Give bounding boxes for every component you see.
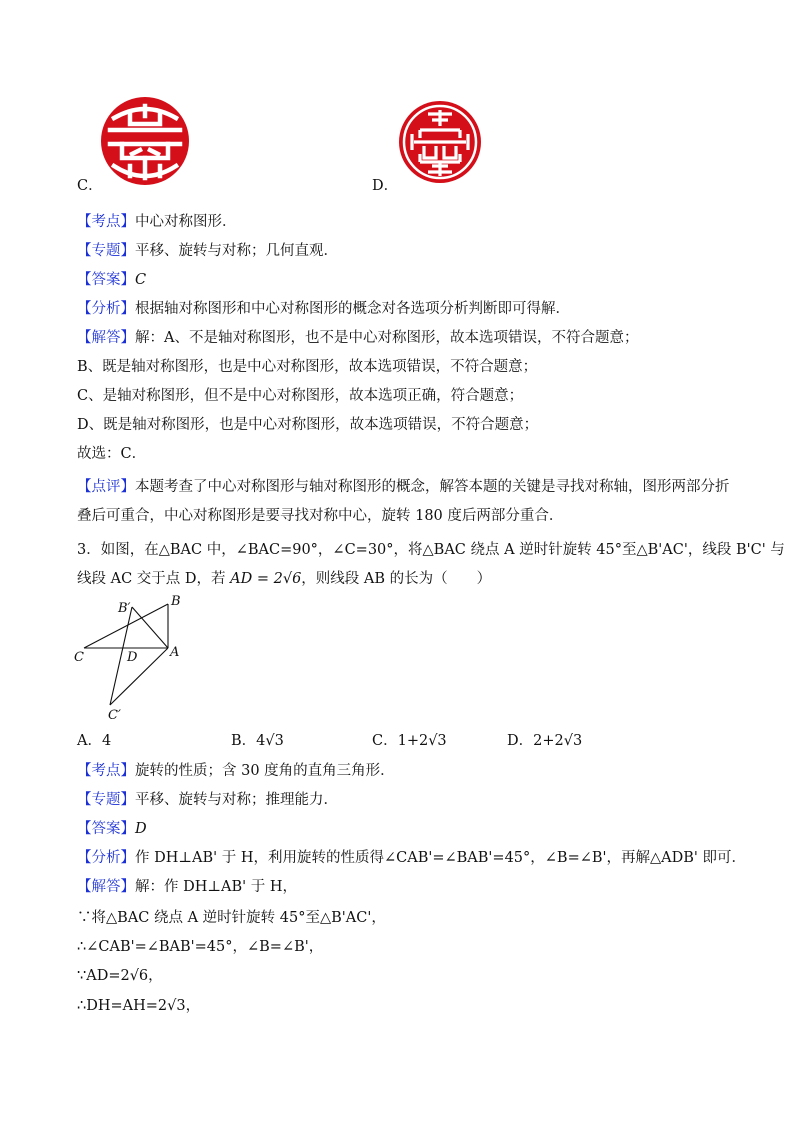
dianping-line: 本题考查了中心对称图形与轴对称图形的概念，解答本题的关键是寻找对称轴，图形两部分折 bbox=[135, 479, 730, 495]
fenxi-row-2 bbox=[77, 848, 746, 868]
zhuanti-text: 平移、旋转与对称；推理能力． bbox=[135, 792, 338, 808]
fenxi-row-1 bbox=[77, 299, 570, 319]
label-d: D bbox=[127, 650, 138, 665]
label-a: A bbox=[170, 645, 180, 660]
label-b-prime: B′ bbox=[118, 601, 131, 616]
question3-line2 bbox=[77, 569, 491, 589]
jieda-line: D、既是轴对称图形，也是中心对称图形，故本选项错误，不符合题意； bbox=[77, 417, 539, 433]
segment-ac-prime bbox=[110, 648, 168, 705]
label-c-prime: C′ bbox=[108, 708, 121, 723]
question3-line2-math: AD = 2√6 bbox=[230, 571, 302, 587]
option-c-label: C． bbox=[77, 178, 103, 194]
jieda-line: 故选：C． bbox=[77, 446, 147, 462]
dianping-line: 叠后可重合，中心对称图形是要寻找对称中心，旋转 180 度后两部分重合． bbox=[77, 508, 564, 524]
option-c: C．1+2√3 bbox=[372, 733, 447, 749]
kaodian-row-2 bbox=[77, 761, 395, 781]
daan-tag: 【答案】 bbox=[77, 821, 135, 837]
option-b: B．4√3 bbox=[231, 733, 284, 749]
solution-step: ∵将△BAC 绕点 A 逆时针旋转 45°至△B'AC'， bbox=[77, 910, 386, 926]
kaodian-tag: 【考点】 bbox=[77, 214, 135, 230]
fenxi-text: 作 DH⊥AB' 于 H，利用旋转的性质得∠CAB'=∠BAB'=45°，∠B=∠B'，再解△ADB' 即可． bbox=[135, 850, 747, 866]
zhuanti-row-2 bbox=[77, 790, 338, 810]
jieda-line: B、既是轴对称图形，也是中心对称图形，故本选项错误，不符合题意； bbox=[77, 359, 538, 375]
kaodian-text: 中心对称图形． bbox=[135, 214, 237, 230]
jieda-row-2 bbox=[77, 877, 297, 897]
jieda-row-1 bbox=[77, 328, 638, 348]
jieda-first: 解：作 DH⊥AB' 于 H， bbox=[135, 879, 297, 895]
jieda-tag: 【解答】 bbox=[77, 879, 135, 895]
kaodian-text: 旋转的性质；含 30 度角的直角三角形． bbox=[135, 763, 395, 779]
label-c: C bbox=[74, 650, 84, 665]
daan-text: D bbox=[135, 821, 147, 837]
seal-c-image bbox=[100, 96, 190, 186]
solution-step: ∴DH=AH=2√3， bbox=[77, 998, 201, 1014]
daan-tag: 【答案】 bbox=[77, 272, 135, 288]
zhuanti-tag: 【专题】 bbox=[77, 792, 135, 808]
fenxi-tag: 【分析】 bbox=[77, 301, 135, 317]
jieda-line: 解：A、不是轴对称图形，也不是中心对称图形，故本选项错误，不符合题意； bbox=[135, 330, 639, 346]
dianping-row-1 bbox=[77, 477, 730, 497]
question3-line2-pre: 线段 AC 交于点 D，若 bbox=[77, 571, 231, 587]
jieda-tag: 【解答】 bbox=[77, 330, 135, 346]
solution-step: ∵AD=2√6， bbox=[77, 968, 163, 984]
geometry-figure bbox=[70, 590, 200, 725]
daan-row-1 bbox=[77, 270, 146, 290]
option-d: D．2+2√3 bbox=[507, 733, 583, 749]
seal-d-image bbox=[398, 100, 482, 184]
option-a: A．4 bbox=[77, 733, 112, 749]
zhuanti-tag: 【专题】 bbox=[77, 243, 135, 259]
jieda-line: C、是轴对称图形，但不是中心对称图形，故本选项正确，符合题意； bbox=[77, 388, 524, 404]
zhuanti-text: 平移、旋转与对称；几何直观． bbox=[135, 243, 338, 259]
daan-text: C bbox=[135, 272, 147, 288]
daan-row-2 bbox=[77, 819, 147, 839]
solution-step: ∴∠CAB'=∠BAB'=45°，∠B=∠B'， bbox=[77, 939, 324, 955]
dianping-tag: 【点评】 bbox=[77, 479, 135, 495]
label-b: B bbox=[171, 594, 181, 609]
fenxi-tag: 【分析】 bbox=[77, 850, 135, 866]
kaodian-row-1 bbox=[77, 212, 237, 232]
kaodian-tag: 【考点】 bbox=[77, 763, 135, 779]
question3-line1: 3．如图，在△BAC 中，∠BAC=90°，∠C=30°，将△BAC 绕点 A 逆时针旋转 45°至△B'AC'，线段 B'C' 与 bbox=[77, 542, 785, 558]
zhuanti-row-1 bbox=[77, 241, 338, 261]
question3-line2-post: ，则线段 AB 的长为（ ） bbox=[301, 571, 492, 587]
fenxi-text: 根据轴对称图形和中心对称图形的概念对各选项分析判断即可得解． bbox=[135, 301, 570, 317]
option-d-label: D． bbox=[372, 178, 399, 194]
